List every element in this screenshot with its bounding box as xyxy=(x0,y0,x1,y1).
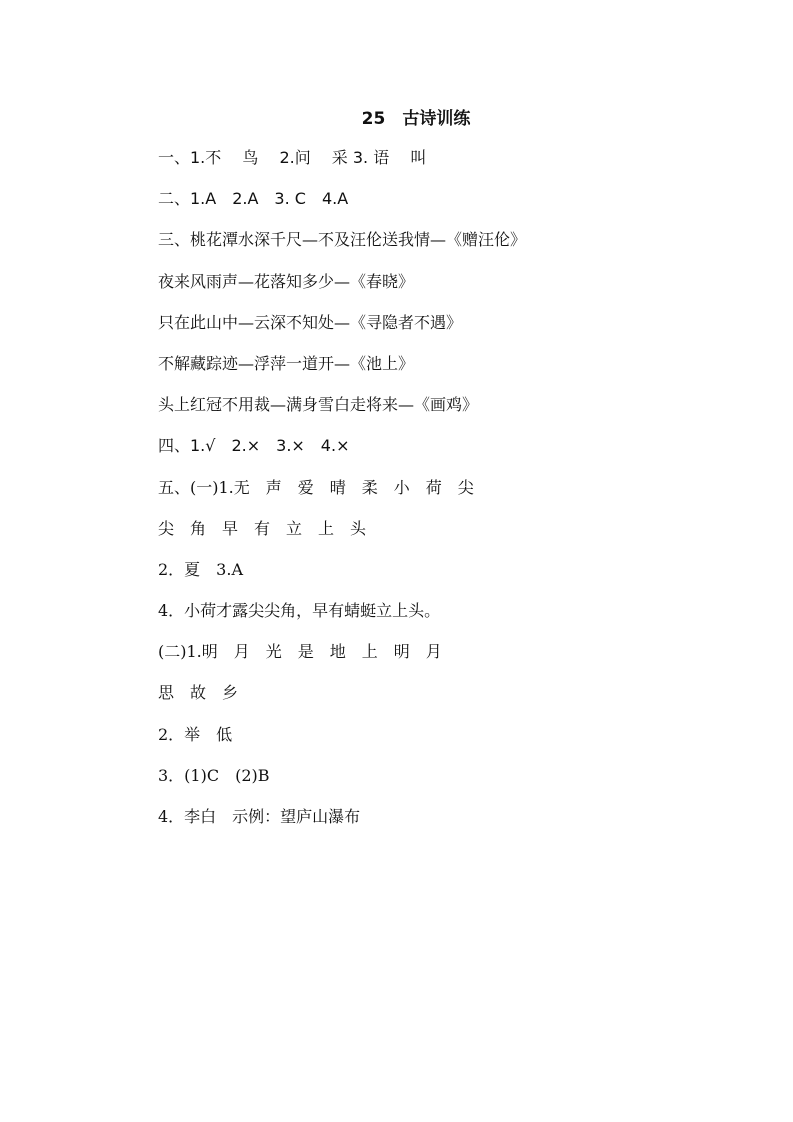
answer-line: 尖 角 早 有 立 上 头 xyxy=(158,518,367,538)
answer-line: 不解藏踪迹—浮萍一道开—《池上》 xyxy=(158,353,415,373)
answer-line: 2．夏 3.A xyxy=(158,559,244,579)
answer-line: 思 故 乡 xyxy=(158,683,239,703)
answer-line-section-2: 二、1.A 2.A 3. C 4.A xyxy=(158,189,349,209)
answer-line-section-1: 一、1.不 鸟 2.问 采 3. 语 叫 xyxy=(158,148,427,167)
answer-line: 4．李白 示例：望庐山瀑布 xyxy=(158,807,361,826)
answer-line: 3．(1)C (2)B xyxy=(158,765,270,785)
answer-list xyxy=(158,146,758,846)
answer-line-section-5: 五、(一)1.无 声 爱 晴 柔 小 荷 尖 xyxy=(158,477,474,497)
answer-line: (二)1.明 月 光 是 地 上 明 月 xyxy=(158,642,442,662)
page-title: 25 古诗训练 xyxy=(361,109,471,129)
answer-line: 4．小荷才露尖尖角，早有蜻蜓立上头。 xyxy=(158,601,441,621)
answer-line-section-3: 三、桃花潭水深千尺—不及汪伦送我情—《赠汪伦》 xyxy=(158,230,527,250)
answer-line-section-4: 四、1.√ 2.× 3.× 4.× xyxy=(158,436,350,456)
answer-line: 只在此山中—云深不知处—《寻隐者不遇》 xyxy=(158,312,463,332)
answer-line: 头上红冠不用裁—满身雪白走将来—《画鸡》 xyxy=(158,395,479,415)
answer-line: 2．举 低 xyxy=(158,724,233,744)
answer-line: 夜来风雨声—花落知多少—《春晓》 xyxy=(158,271,415,291)
